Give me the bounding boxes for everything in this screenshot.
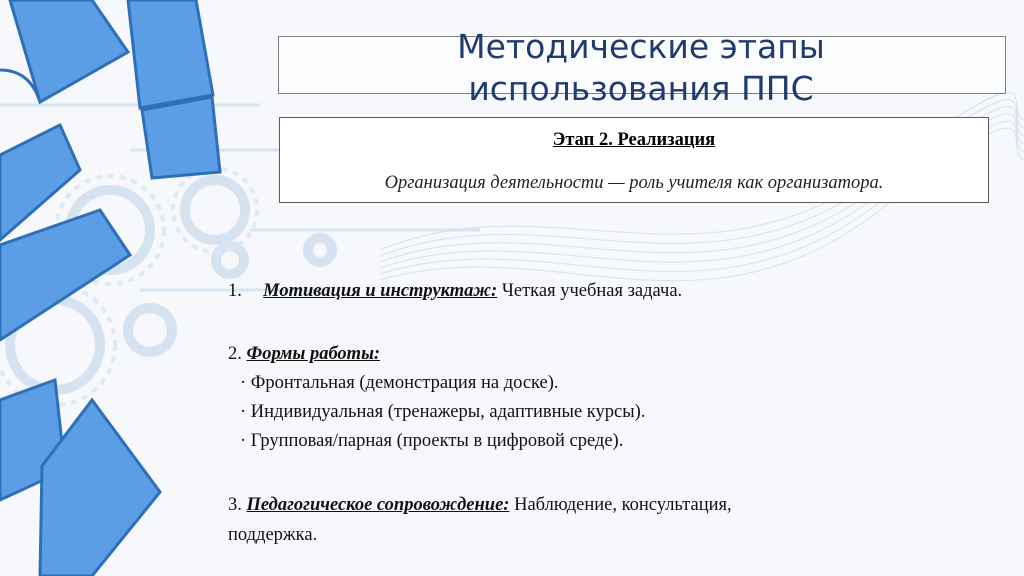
item1-label: Мотивация и инструктаж: bbox=[263, 281, 498, 301]
bullet-frontal: · Фронтальная (демонстрация на доске). bbox=[240, 373, 559, 393]
item2-number: 2. bbox=[228, 344, 247, 364]
item3-label: Педагогическое сопровождение: bbox=[246, 495, 510, 515]
title-line-1: Методические этапы bbox=[457, 27, 825, 66]
page-title bbox=[278, 26, 1004, 110]
item3-number: 3. bbox=[228, 495, 247, 515]
stage-panel bbox=[279, 117, 989, 203]
stage-heading: Этап 2. Реализация bbox=[552, 130, 716, 150]
bullet-individual: · Индивидуальная (тренажеры, адаптивные курсы). bbox=[240, 402, 646, 422]
list-item-motivation bbox=[228, 281, 682, 302]
item1-number: 1. bbox=[228, 281, 242, 301]
title-line-2: использования ППС bbox=[468, 69, 814, 108]
list-item-support bbox=[228, 495, 732, 516]
stage-subtitle: Организация деятельности — роль учителя как организатора. bbox=[384, 173, 884, 193]
item1-text: Четкая учебная задача. bbox=[497, 281, 683, 301]
list-item-forms bbox=[228, 344, 380, 365]
item2-label: Формы работы: bbox=[246, 344, 381, 364]
item3-continuation: поддержка. bbox=[228, 525, 318, 545]
item3-text: Наблюдение, консультация, bbox=[509, 495, 732, 515]
bullet-group: · Групповая/парная (проекты в цифровой среде). bbox=[240, 431, 624, 451]
